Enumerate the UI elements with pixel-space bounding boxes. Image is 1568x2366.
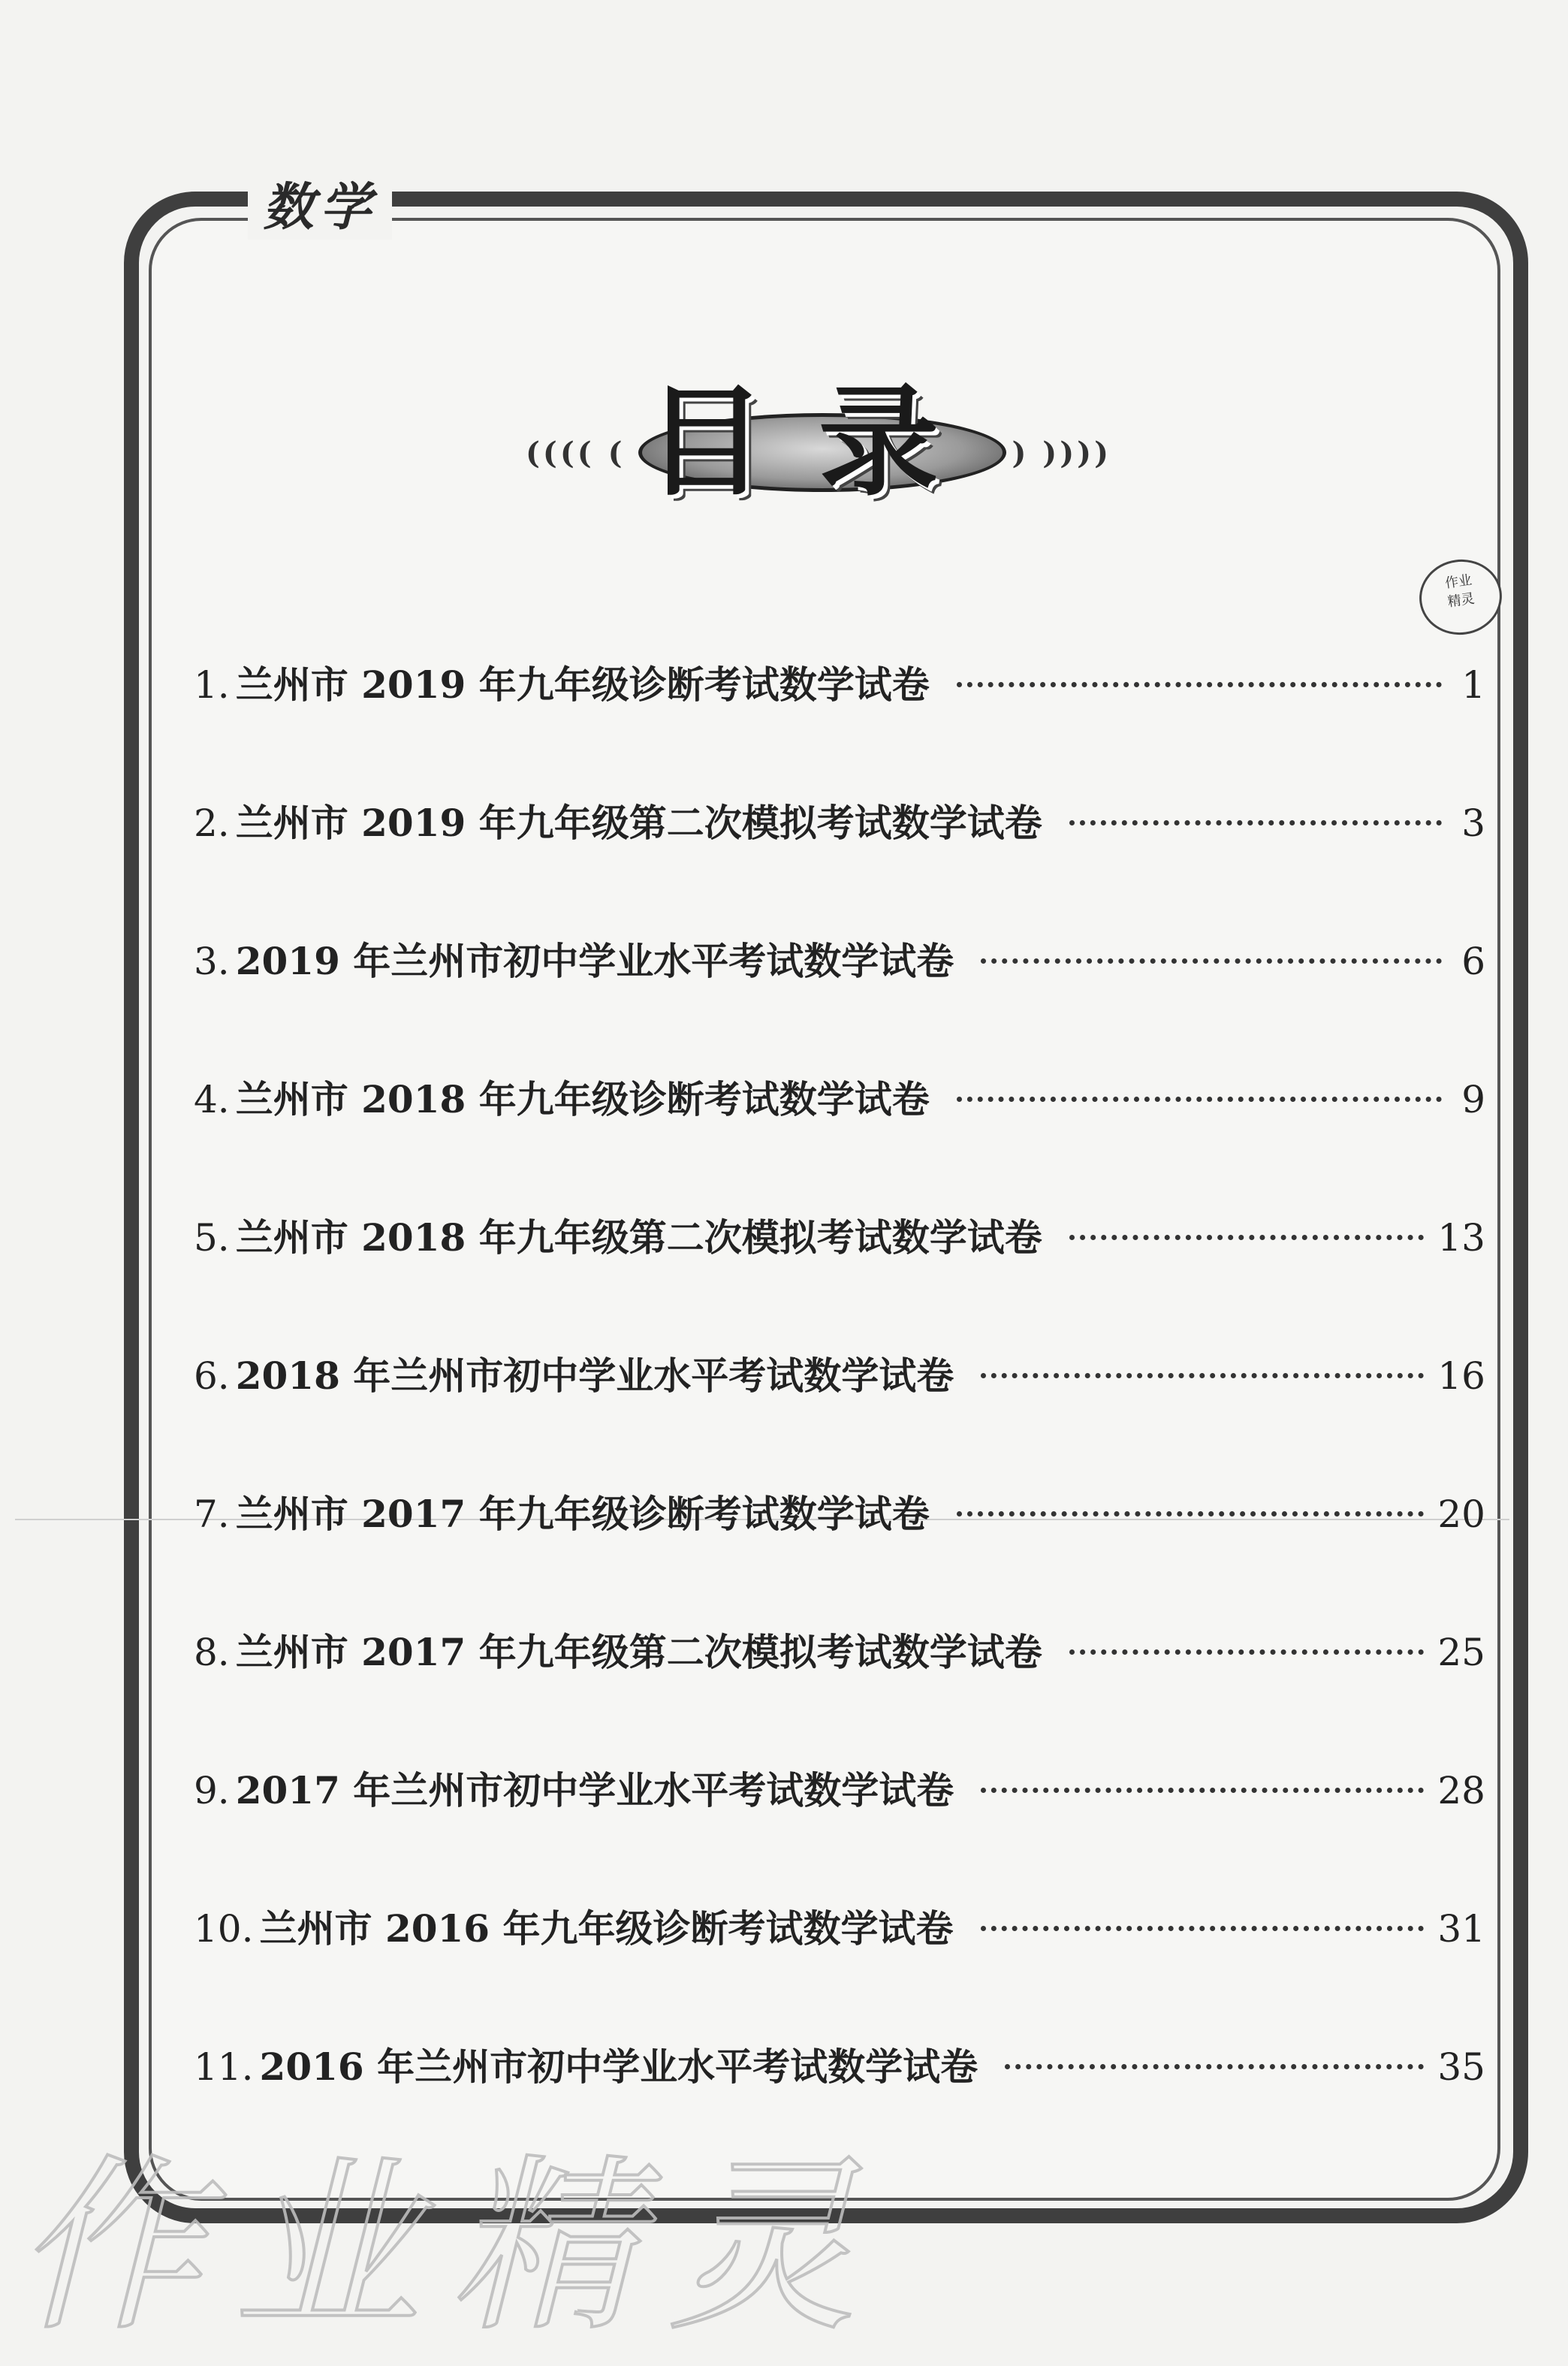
toc-item[interactable] — [194, 1169, 1485, 1307]
toc-item[interactable] — [194, 1722, 1485, 1860]
stamp-line-1: 作业 — [1443, 572, 1473, 592]
toc-item[interactable] — [194, 754, 1485, 892]
title-banner — [526, 330, 1111, 512]
toc-item-title: 兰州市 2017 年九年级第二次模拟考试数学试卷 — [235, 1630, 1042, 1674]
toc-item[interactable] — [194, 1860, 1485, 1998]
toc-item-title: 2017 年兰州市初中学业水平考试数学试卷 — [235, 1768, 954, 1812]
toc-item-page: 25 — [1437, 1631, 1485, 1674]
toc-item[interactable] — [194, 892, 1485, 1031]
dot-leader — [981, 1926, 1425, 1931]
subject-label: 数学 — [248, 167, 392, 240]
toc-item-page: 16 — [1437, 1354, 1485, 1398]
toc-item-title: 兰州市 2018 年九年级诊断考试数学试卷 — [235, 1077, 930, 1121]
dot-leader — [1069, 820, 1442, 825]
toc-item[interactable] — [194, 616, 1485, 754]
stamp-line-2: 精灵 — [1446, 590, 1476, 611]
dot-leader — [1069, 1649, 1425, 1655]
toc-item-number: 6. — [194, 1354, 230, 1398]
dot-leader — [957, 682, 1442, 687]
toc-item-number: 5. — [194, 1216, 230, 1260]
toc-item-page: 13 — [1437, 1216, 1485, 1260]
toc-item-page: 28 — [1437, 1769, 1485, 1812]
toc-item-number: 4. — [194, 1078, 230, 1121]
toc-item-page: 1 — [1461, 663, 1485, 707]
dot-leader — [957, 1097, 1442, 1102]
toc-item-title: 兰州市 2019 年九年级诊断考试数学试卷 — [235, 662, 930, 707]
toc-item-number: 1. — [194, 663, 230, 707]
toc-item-page: 3 — [1461, 801, 1485, 845]
toc-item-page: 20 — [1437, 1492, 1485, 1536]
table-of-contents — [194, 616, 1485, 2136]
toc-item-title: 2019 年兰州市初中学业水平考试数学试卷 — [235, 939, 954, 983]
toc-item-title: 兰州市 2016 年九年级诊断考试数学试卷 — [259, 1906, 954, 1951]
toc-item-number: 9. — [194, 1769, 230, 1812]
toc-item-number: 11. — [194, 2045, 254, 2089]
watermark: 作业精灵 — [15, 2138, 886, 2356]
toc-item-number: 10. — [194, 1907, 254, 1951]
toc-item-number: 7. — [194, 1492, 230, 1536]
toc-item-number: 3. — [194, 940, 230, 983]
toc-item-title: 兰州市 2019 年九年级第二次模拟考试数学试卷 — [235, 801, 1042, 845]
dot-leader — [1069, 1235, 1425, 1240]
toc-item-page: 9 — [1461, 1078, 1485, 1121]
dot-leader — [981, 1788, 1424, 1793]
toc-item[interactable] — [194, 1031, 1485, 1169]
toc-item[interactable] — [194, 1445, 1485, 1583]
toc-item-number: 2. — [194, 801, 230, 845]
toc-item-title: 2018 年兰州市初中学业水平考试数学试卷 — [235, 1354, 954, 1398]
toc-item-page: 6 — [1461, 940, 1485, 983]
dot-leader — [1005, 2064, 1424, 2069]
toc-item-number: 8. — [194, 1631, 230, 1674]
toc-item-page: 35 — [1437, 2045, 1485, 2089]
left-wave-ornament-icon: (((( ( — [526, 436, 626, 471]
dot-leader — [981, 958, 1442, 964]
page-title: 目录 — [645, 371, 991, 512]
dot-leader — [981, 1373, 1424, 1378]
toc-item-page: 31 — [1437, 1907, 1485, 1951]
right-wave-ornament-icon: ) )))) — [1012, 436, 1111, 471]
toc-item[interactable] — [194, 1307, 1485, 1445]
toc-item[interactable] — [194, 1583, 1485, 1722]
toc-item-title: 兰州市 2017 年九年级诊断考试数学试卷 — [235, 1492, 930, 1536]
toc-item-title: 兰州市 2018 年九年级第二次模拟考试数学试卷 — [235, 1215, 1042, 1260]
toc-item-title: 2016 年兰州市初中学业水平考试数学试卷 — [259, 2045, 978, 2089]
dot-leader — [957, 1511, 1425, 1516]
